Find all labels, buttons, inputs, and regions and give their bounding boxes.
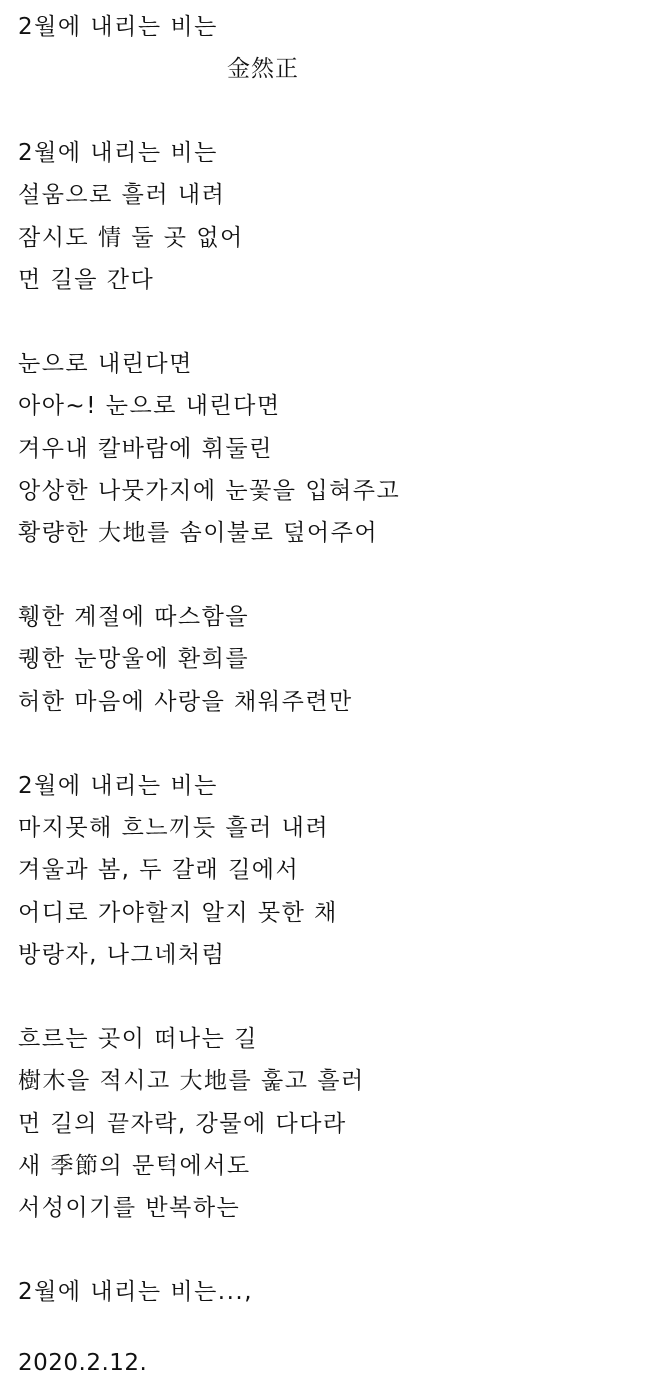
poem-line: 퀭한 눈망울에 환희를: [18, 646, 250, 673]
poem-line: 설움으로 흘러 내려: [18, 182, 226, 209]
poem-line: 2월에 내리는 비는: [18, 773, 218, 799]
poem-line: 겨울과 봄, 두 갈래 길에서: [18, 857, 300, 884]
poem-line: 2월에 내리는 비는: [18, 140, 218, 167]
poem-author: 金然正: [227, 56, 299, 82]
poem-title: 2월에 내리는 비는: [18, 14, 218, 40]
stanza-2: [18, 343, 638, 554]
poem: [18, 6, 638, 1313]
poem-line: 황량한 大地를 솜이불로 덮어주어: [18, 519, 379, 546]
stanza-break: [18, 723, 638, 765]
poem-date: 2020.2.12.: [18, 1350, 148, 1376]
stanza-1: [18, 132, 638, 301]
poem-line: 새 季節의 문턱에서도: [18, 1152, 251, 1179]
poem-line: 겨우내 칼바람에 휘둘린: [18, 435, 273, 462]
poem-line: 먼 길의 끝자락, 강물에 다다라: [18, 1110, 347, 1137]
poem-line: 마지못해 흐느끼듯 흘러 내려: [18, 815, 330, 842]
poem-line: 휑한 계절에 따스함을: [18, 604, 250, 631]
poem-line: 눈으로 내린다면: [18, 351, 193, 378]
poem-line: 먼 길을 간다: [18, 266, 155, 293]
stanza-6: [18, 1271, 638, 1313]
stanza-break: [18, 301, 638, 343]
poem-line: 어디로 가야할지 알지 못한 채: [18, 899, 338, 926]
poem-line: 앙상한 나뭇가지에 눈꽃을 입혀주고: [18, 477, 401, 504]
stanza-break: [18, 976, 638, 1018]
poem-line: 허한 마음에 사랑을 채워주련만: [18, 688, 353, 715]
stanza-5: [18, 1018, 638, 1229]
poem-line: 흐르는 곳이 떠나는 길: [18, 1026, 258, 1053]
poem-line: 서성이기를 반복하는: [18, 1194, 241, 1221]
stanza-break: [18, 1229, 638, 1271]
poem-line: 잠시도 情 둘 곳 없어: [18, 224, 244, 251]
stanza-break: [18, 554, 638, 596]
poem-line: 樹木을 적시고 大地를 훑고 흘러: [18, 1068, 365, 1095]
stanza-3: [18, 596, 638, 723]
poem-line: 방랑자, 나그네처럼: [18, 941, 226, 968]
poem-line: 2월에 내리는 비는...,: [18, 1279, 254, 1306]
poem-line: 아아~! 눈으로 내린다면: [18, 393, 281, 420]
stanza-break: [18, 90, 638, 132]
stanza-4: [18, 765, 638, 976]
